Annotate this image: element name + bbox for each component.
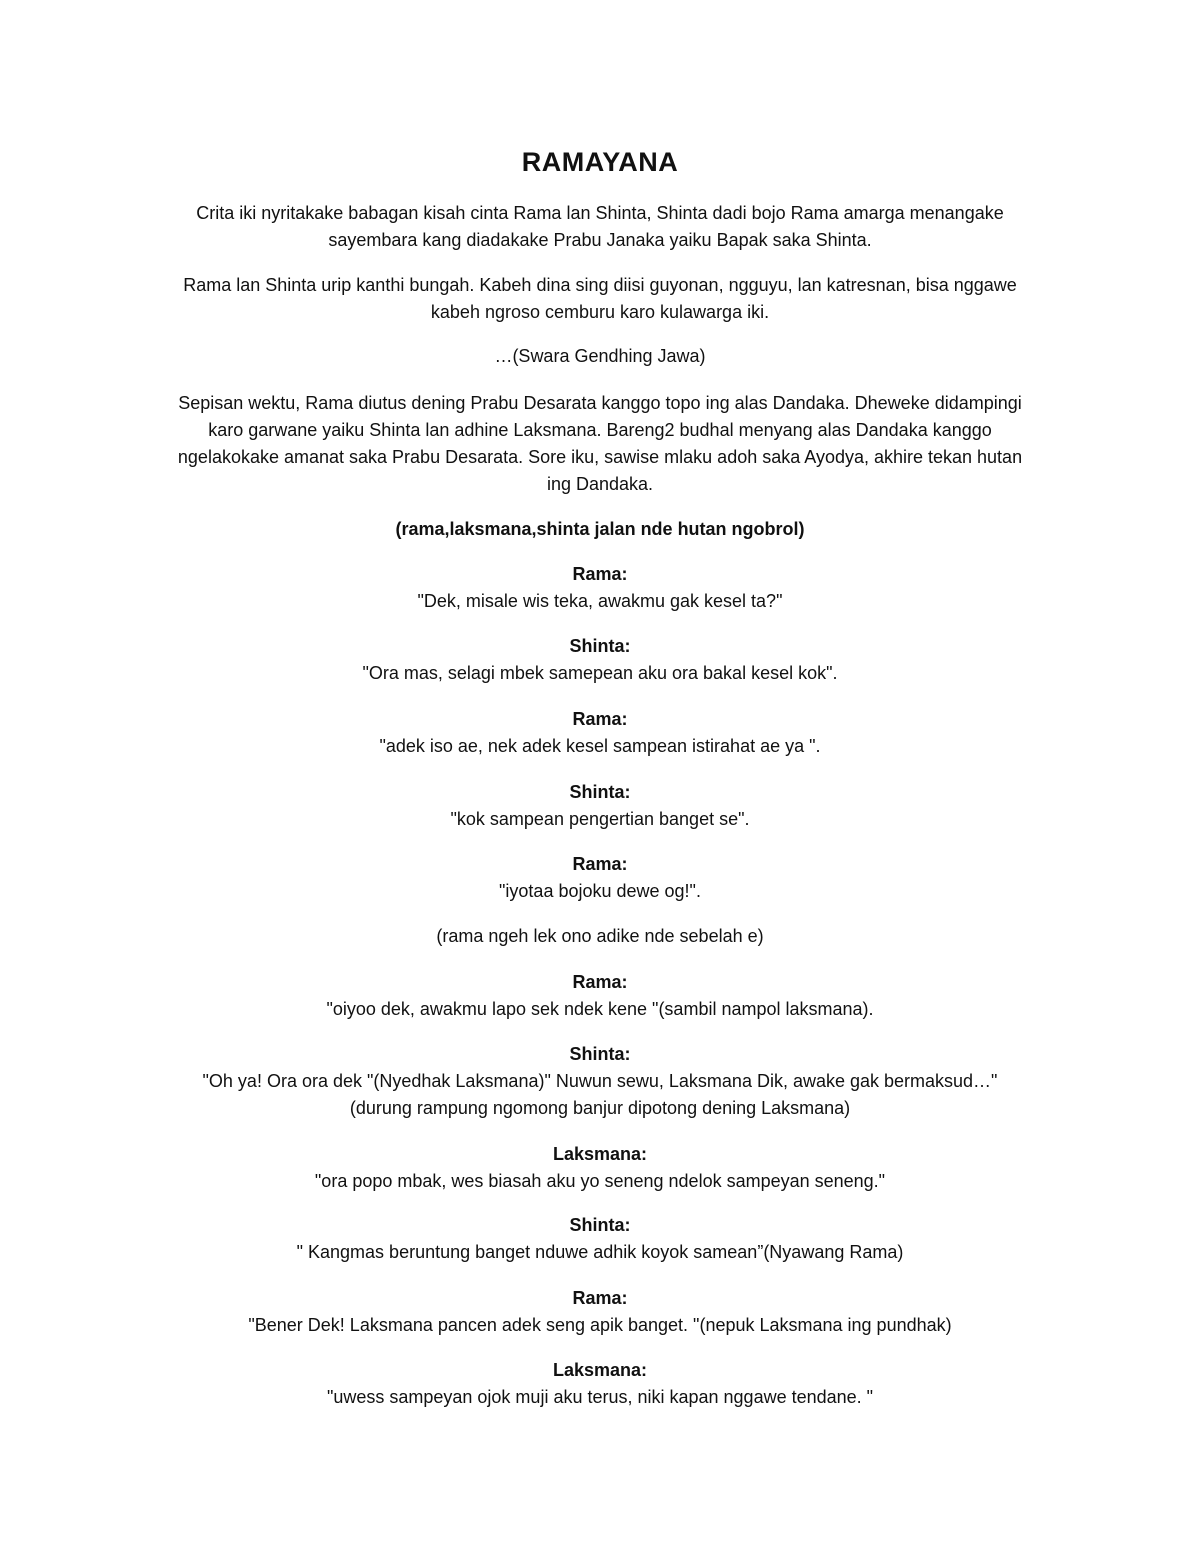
story-paragraph [130,272,1070,326]
narration-line: Sepisan wektu, Rama diutus dening Prabu Desarata kanggo topo ing alas Dandaka. Dheweke didampingi [178,393,1022,413]
dialogue-line [130,1068,1070,1122]
story-line: kabeh ngroso cemburu karo kulawarga iki. [430,302,770,322]
dialogue-line: "uwess sampeyan ojok muji aku terus, niki kapan nggawe tendane. " [326,1387,874,1407]
dialogue-line: "Bener Dek! Laksmana pancen adek seng apik banget. "(nepuk Laksmana ing pundhak) [248,1315,952,1335]
speaker-name: Shinta: [569,636,631,656]
narration-line: ing Dandaka. [546,474,654,494]
speaker-name: Laksmana: [552,1360,648,1380]
speaker-name: Shinta: [569,1044,631,1064]
narration-line: karo garwane yaiku Shinta lan adhine Laksmana. Bareng2 budhal menyang alas Dandaka kanggo [208,420,992,440]
dialogue-line-part: "Oh ya! Ora ora dek "(Nyedhak Laksmana)" Nuwun sewu, Laksmana Dik, awake gak bermaksud…" [202,1071,998,1091]
dialogue-line: "ora popo mbak, wes biasah aku yo seneng ndelok sampeyan seneng." [314,1171,886,1191]
intro-line: Crita iki nyritakake babagan kisah cinta Rama lan Shinta, Shinta dadi bojo Rama amarga menangake [196,203,1004,223]
dialogue-line: "Dek, misale wis teka, awakmu gak kesel ta?" [417,591,783,611]
intro-paragraph [130,200,1070,254]
stage-direction: (rama,laksmana,shinta jalan nde hutan ngobrol) [395,519,805,539]
dialogue-line: "adek iso ae, nek adek kesel sampean istirahat ae ya ". [379,736,821,756]
speaker-name: Shinta: [569,782,631,802]
dialogue-line: "iyotaa bojoku dewe og!". [499,881,701,901]
narration-line: ngelakokake amanat saka Prabu Desarata. Sore iku, sawise mlaku adoh saka Ayodya, akhire tekan hutan [177,447,1023,467]
speaker-name: Rama: [572,564,628,584]
speaker-name: Rama: [572,854,628,874]
speaker-name: Rama: [572,1288,628,1308]
speaker-name: Shinta: [569,1215,631,1235]
dialogue-line: " Kangmas beruntung banget nduwe adhik koyok samean”(Nyawang Rama) [296,1242,904,1262]
stage-direction: (rama ngeh lek ono adike nde sebelah e) [436,926,764,946]
document-page [130,0,1070,1553]
story-line: Rama lan Shinta urip kanthi bungah. Kabeh dina sing diisi guyonan, ngguyu, lan katresnan, bisa nggawe [183,275,1017,295]
intro-line: sayembara kang diadakake Prabu Janaka yaiku Bapak saka Shinta. [328,230,872,250]
dialogue-line-part: (durung rampung ngomong banjur dipotong dening Laksmana) [349,1098,851,1118]
speaker-name: Rama: [572,709,628,729]
music-cue: …(Swara Gendhing Jawa) [494,346,706,366]
dialogue-line: "oiyoo dek, awakmu lapo sek ndek kene "(sambil nampol laksmana). [326,999,874,1019]
speaker-name: Laksmana: [552,1144,648,1164]
narration-paragraph [130,390,1070,498]
document-title: RAMAYANA [521,147,679,177]
dialogue-line: "Ora mas, selagi mbek samepean aku ora bakal kesel kok". [362,663,838,683]
speaker-name: Rama: [572,972,628,992]
dialogue-line: "kok sampean pengertian banget se". [450,809,750,829]
